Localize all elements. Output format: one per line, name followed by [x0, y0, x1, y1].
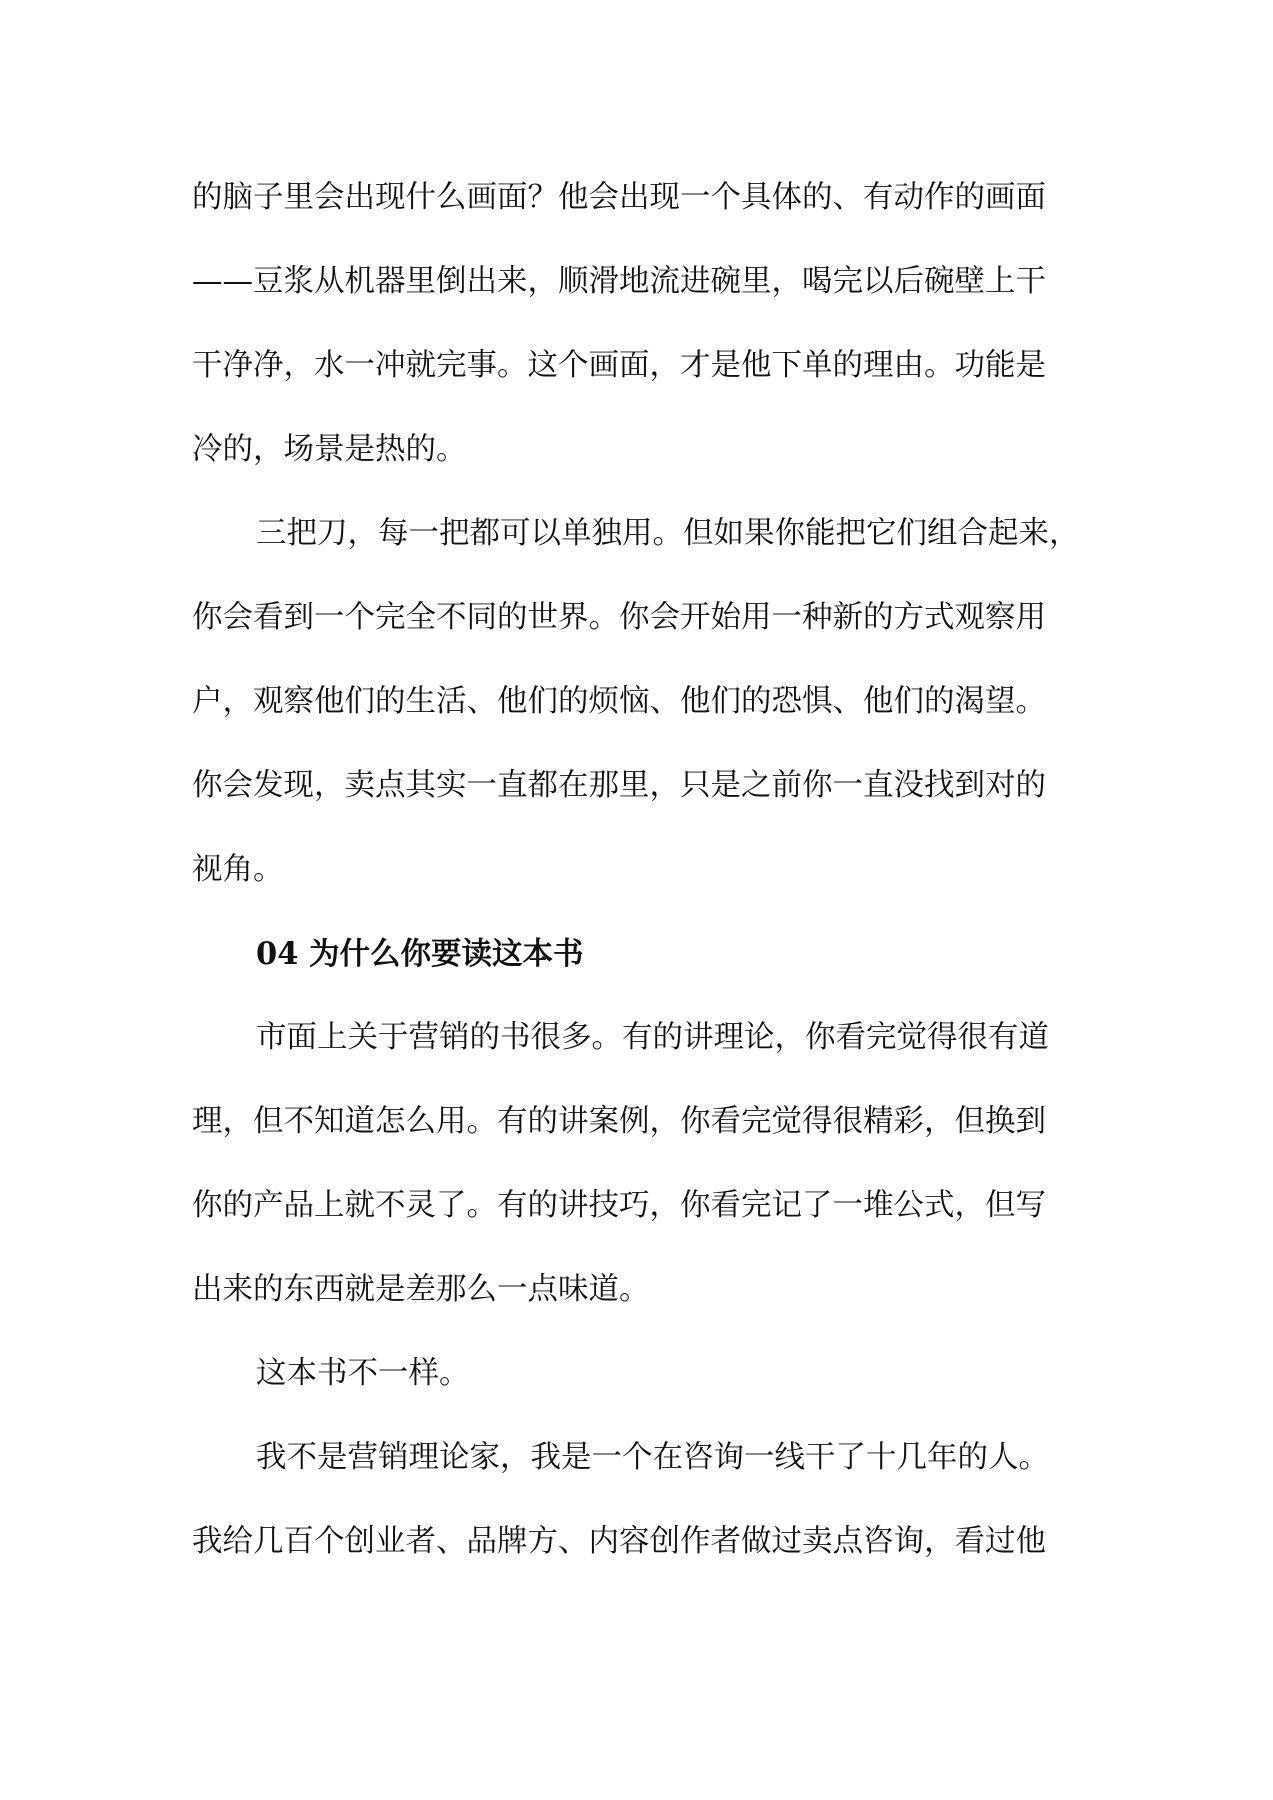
text-line: 的脑子里会出现什么画面？他会出现一个具体的、有动作的画面	[192, 180, 1046, 215]
text-line: ——豆浆从机器里倒出来，顺滑地流进碗里，喝完以后碗壁上干	[192, 264, 1046, 299]
paragraph-first-line: 市面上关于营销的书很多。有的讲理论，你看完觉得很有道	[256, 1020, 1049, 1055]
paragraph-first-line: 三把刀，每一把都可以单独用。但如果你能把它们组合起来，	[256, 516, 1080, 551]
text-line: 干净净，水一冲就完事。这个画面，才是他下单的理由。功能是	[192, 348, 1046, 383]
text-line: 户，观察他们的生活、他们的烦恼、他们的恐惧、他们的渴望。	[192, 684, 1046, 719]
text-line: 冷的，场景是热的。	[192, 432, 467, 467]
paragraph-first-line: 我不是营销理论家，我是一个在咨询一线干了十几年的人。	[256, 1440, 1049, 1475]
text-line: 你会看到一个完全不同的世界。你会开始用一种新的方式观察用	[192, 600, 1046, 635]
text-line: 理，但不知道怎么用。有的讲案例，你看完觉得很精彩，但换到	[192, 1104, 1046, 1139]
text-line: 你会发现，卖点其实一直都在那里，只是之前你一直没找到对的	[192, 768, 1046, 803]
text-line: 视角。	[192, 852, 284, 887]
section-heading: 04 为什么你要读这本书	[256, 936, 584, 972]
text-line: 出来的东西就是差那么一点味道。	[192, 1272, 650, 1307]
text-line: 我给几百个创业者、品牌方、内容创作者做过卖点咨询，看过他	[192, 1524, 1046, 1559]
paragraph-first-line: 这本书不一样。	[256, 1356, 470, 1391]
text-line: 你的产品上就不灵了。有的讲技巧，你看完记了一堆公式，但写	[192, 1188, 1046, 1223]
